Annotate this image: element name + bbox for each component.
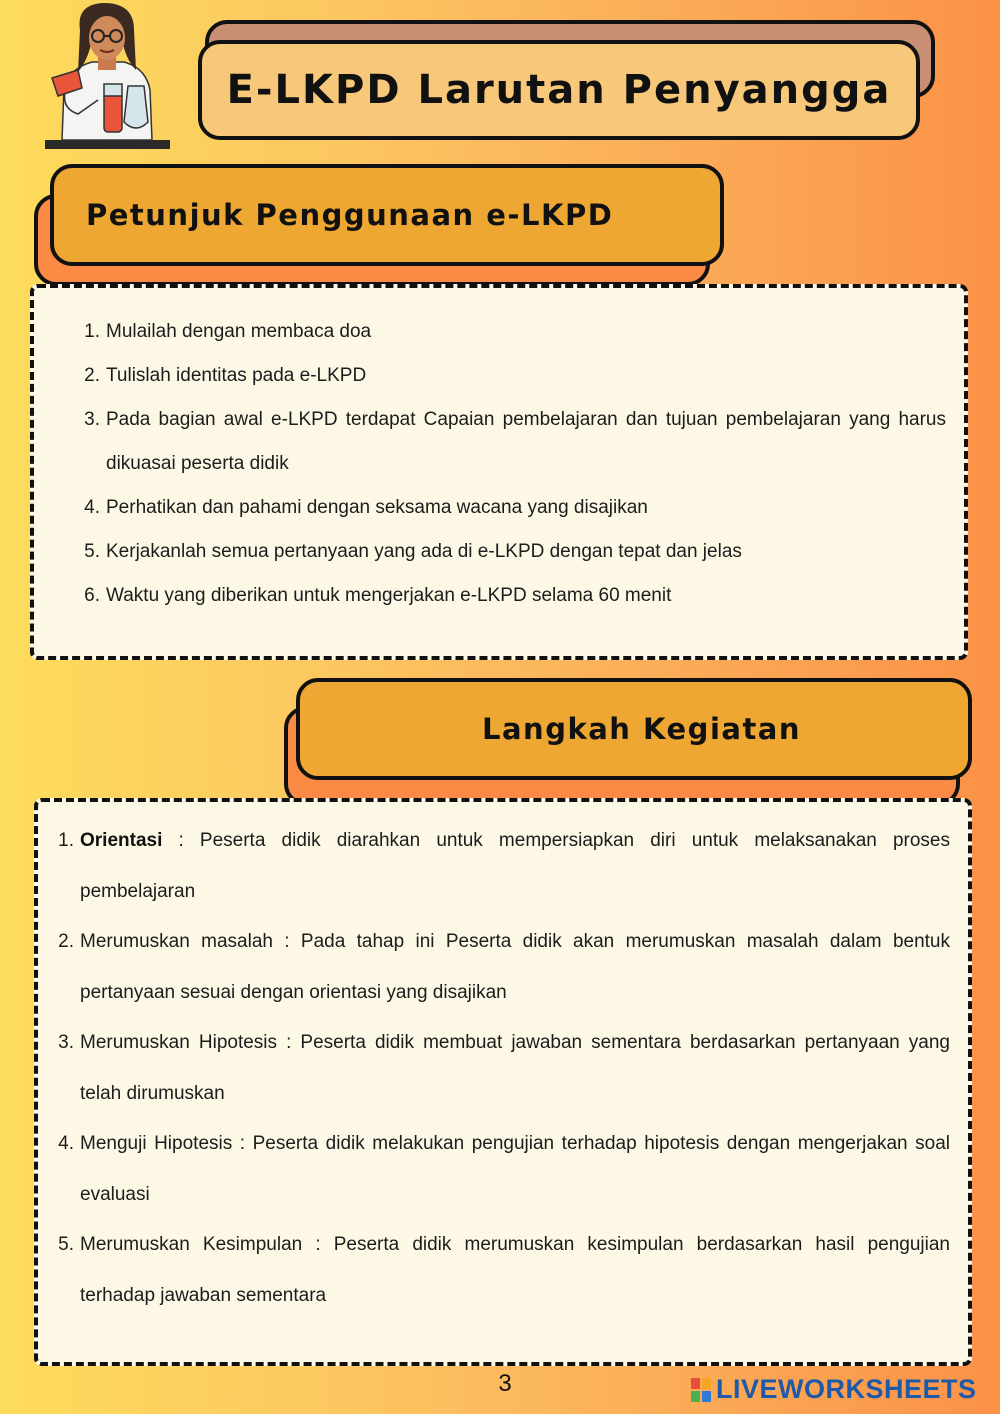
list-body: Menguji Hipotesis : Peserta didik melakukan pengujian terhadap hipotesis dengan mengerjakan soal evaluasi: [80, 1133, 950, 1205]
list-item: [80, 530, 946, 574]
list-item: [54, 917, 950, 1018]
liveworksheets-logo-icon: [690, 1377, 712, 1403]
list-text: [80, 1018, 950, 1119]
list-text: Kerjakanlah semua pertanyaan yang ada di e-LKPD dengan tepat dan jelas: [106, 541, 742, 562]
page-number: 3: [498, 1370, 512, 1397]
scientist-icon: [40, 0, 175, 155]
list-number: 5.: [84, 541, 100, 562]
list-number: 1.: [84, 321, 100, 342]
list-item: [54, 816, 950, 917]
list-number: 3.: [58, 1032, 74, 1053]
list-number: 3.: [84, 409, 100, 430]
list-item: [80, 574, 946, 618]
list-item: [54, 1018, 950, 1119]
list-body: Merumuskan masalah : Pada tahap ini Peserta didik akan merumuskan masalah dalam bentuk pertanyaan sesuai dengan orientasi yang disajikan: [80, 931, 950, 1003]
list-item: [54, 1220, 950, 1321]
activities-header: [296, 678, 972, 780]
instructions-header: [50, 164, 724, 266]
instructions-list: [80, 310, 946, 618]
list-number: 4.: [84, 497, 100, 518]
list-number: 1.: [58, 830, 74, 851]
list-body: : Peserta didik diarahkan untuk mempersiapkan diri untuk melaksanakan proses pembelajaran: [80, 830, 950, 902]
brand-name: LIVEWORKSHEETS: [716, 1374, 977, 1404]
list-item: [54, 1119, 950, 1220]
list-number: 5.: [58, 1234, 74, 1255]
list-text: [80, 816, 950, 917]
list-text: [80, 1119, 950, 1220]
brand-link[interactable]: [690, 1374, 977, 1405]
list-item: [80, 354, 946, 398]
activities-list: [54, 816, 950, 1321]
list-number: 2.: [84, 365, 100, 386]
list-number: 2.: [58, 931, 74, 952]
list-text: Waktu yang diberikan untuk mengerjakan e-LKPD selama 60 menit: [106, 585, 672, 606]
list-text: Mulailah dengan membaca doa: [106, 321, 372, 342]
list-text: [80, 1220, 950, 1321]
list-item: [80, 310, 946, 354]
list-number: 6.: [84, 585, 100, 606]
list-number: 4.: [58, 1133, 74, 1154]
list-lead: Orientasi: [80, 830, 163, 851]
instructions-heading: Petunjuk Penggunaan e-LKPD: [86, 198, 614, 232]
instructions-box: [30, 284, 968, 660]
title-banner: [198, 40, 920, 140]
list-item: [80, 398, 946, 486]
list-text: Perhatikan dan pahami dengan seksama wacana yang disajikan: [106, 497, 648, 518]
activities-heading: Langkah Kegiatan: [482, 712, 802, 746]
list-text: Pada bagian awal e-LKPD terdapat Capaian pembelajaran dan tujuan pembelajaran yang harus dikuasai peserta didik: [106, 409, 946, 474]
list-body: Merumuskan Hipotesis : Peserta didik membuat jawaban sementara berdasarkan pertanyaan yang telah dirumuskan: [80, 1032, 950, 1104]
activities-box: [34, 798, 972, 1366]
list-item: [80, 486, 946, 530]
list-body: Merumuskan Kesimpulan : Peserta didik merumuskan kesimpulan berdasarkan hasil pengujian terhadap jawaban sementara: [80, 1234, 950, 1306]
list-text: Tulislah identitas pada e-LKPD: [106, 365, 367, 386]
page-title: E-LKPD Larutan Penyangga: [226, 67, 892, 113]
list-text: [80, 917, 950, 1018]
